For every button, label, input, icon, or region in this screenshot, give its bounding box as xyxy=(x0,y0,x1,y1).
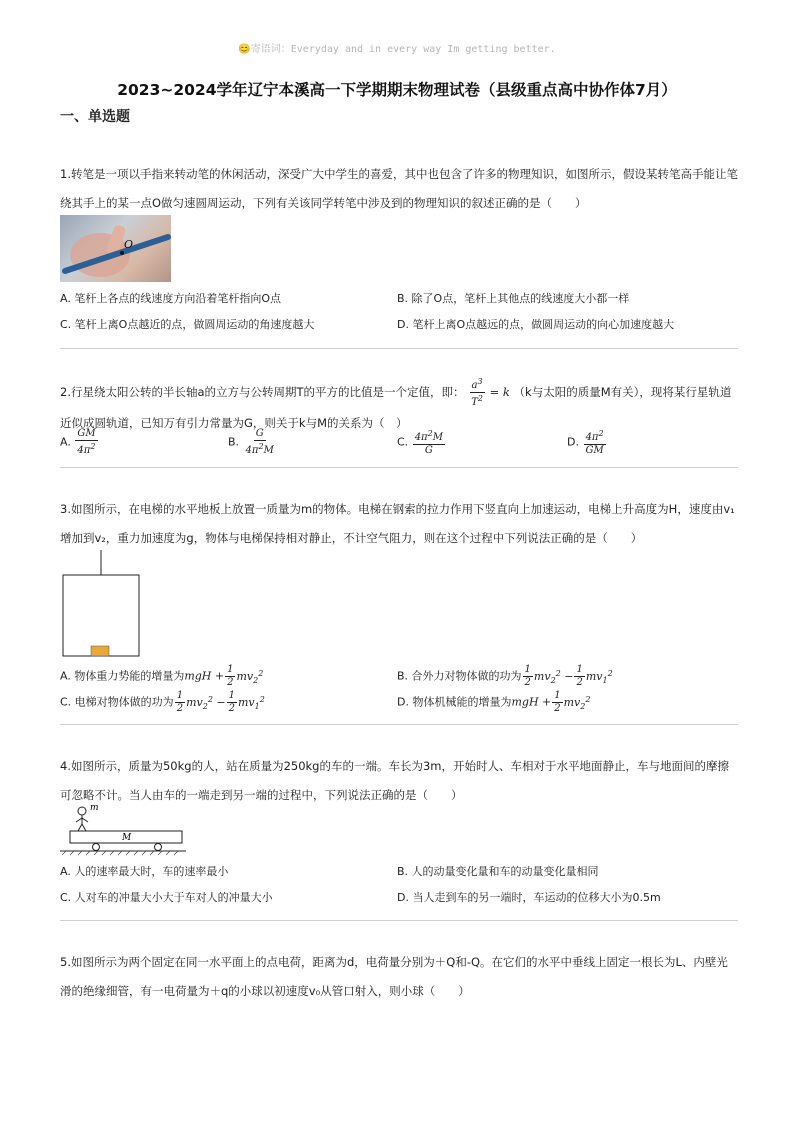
q2-option-d[interactable]: D. $\frac{4\pi^2}{GM}$ xyxy=(567,429,604,456)
q1-option-b[interactable]: B. 除了O点，笔杆上其他点的线速度大小都一样 xyxy=(397,292,630,305)
point-o-label: O xyxy=(124,238,134,251)
elevator-diagram xyxy=(60,550,142,658)
pen-spinning-photo xyxy=(60,215,171,282)
question-3-stem: 3.如图所示，在电梯的水平地板上放置一质量为m的物体。电梯在钢索的拉力作用下竖直向上加速运动，电梯上升高度为H，速度由v₁增加到v₂，重力加速度为g，物体与电梯保持相对静止，不计空气阻力，则在这个过程中下列说法正确的是（ ） xyxy=(60,502,735,545)
question-1-stem: 1.转笔是一项以手指来转动笔的休闲活动，深受广大中学生的喜爱，其中也包含了许多的物理知识，如图所示，假设某转笔高手能让笔绕其手上的某一点O做匀速圆周运动，下列有关该同学转笔中涉及到的物理知识的叙述正确的是（ ） xyxy=(60,167,738,210)
q1-option-c[interactable]: C. 笔杆上离O点越近的点，做圆周运动的角速度越大 xyxy=(60,318,315,331)
formula-a3-over-t2: $\frac{a^3}{T^2}$ xyxy=(471,377,483,408)
q4-option-c[interactable]: C. 人对车的冲量大小大于车对人的冲量大小 xyxy=(60,891,273,904)
question-5 xyxy=(60,948,738,1006)
separator xyxy=(60,467,738,468)
q4-option-b[interactable]: B. 人的动量变化量和车的动量变化量相同 xyxy=(397,865,599,878)
question-3 xyxy=(60,495,738,553)
q1-option-d[interactable]: D. 笔杆上离O点越远的点，做圆周运动的向心加速度越大 xyxy=(397,318,675,331)
q2-option-c[interactable]: C. $\frac{4\pi^2M}{G}$ xyxy=(397,429,443,456)
separator xyxy=(60,348,738,349)
q3-option-c[interactable]: C. 电梯对物体做的功为 $\frac{1}{2}$ $mv_2^2$ − $\frac{1}{2}$ $mv_1^2$ xyxy=(60,690,265,714)
page-title: 2023~2024学年辽宁本溪高一下学期期末物理试卷（县级重点高中协作体7月） xyxy=(117,81,677,99)
separator xyxy=(60,724,738,725)
question-1 xyxy=(60,160,738,218)
question-4 xyxy=(60,752,738,810)
q3-option-d[interactable]: D. 物体机械能的增量为mgH + $\frac{1}{2}$ $mv_2^2$ xyxy=(397,690,591,714)
question-2: 2.行星绕太阳公转的半长轴a的立方与公转周期T的平方的比值是一个定值，即： $\frac{a^3}{T^2}$ = k （k与太阳的质量M有关），现将某行星轨道近似成圆轨道，已知万有引力常量为G，则关于k与M的关系为（ ） xyxy=(60,377,732,430)
question-2-stem-a: 2.行星绕太阳公转的半长轴a的立方与公转周期T的平方的比值是一个定值，即： xyxy=(60,385,465,399)
q3-option-a[interactable]: A. 物体重力势能的增量为mgH + $\frac{1}{2}$ $mv_2^2$ xyxy=(60,664,264,688)
motto-text: 😊寄语词：Everyday and in every way Im getting better. xyxy=(238,44,556,55)
object-box xyxy=(91,646,109,656)
label-m: m xyxy=(90,803,99,813)
q2-option-b[interactable]: B. $\frac{G}{4\pi^2M}$ xyxy=(228,428,274,456)
separator xyxy=(60,920,738,921)
person-cart-diagram xyxy=(60,803,186,855)
q1-option-a[interactable]: A. 笔杆上各点的线速度方向沿着笔杆指向O点 xyxy=(60,292,281,305)
question-2-stem-b: （k与太阳的质量M有关），现将某行星轨道近似成圆轨道，已知万有引力常量为G，则关于k与M的关系为（ ） xyxy=(60,385,732,430)
question-5-stem: 5.如图所示为两个固定在同一水平面上的点电荷，距离为d，电荷量分别为＋Q和-Q。在它们的水平中垂线上固定一根长为L、内壁光滑的绝缘细管，有一电荷量为＋q的小球以初速度v₀从管口射入，则小球（ ） xyxy=(60,955,728,998)
section-heading: 一、单选题 xyxy=(60,109,130,125)
question-4-stem: 4.如图所示，质量为50kg的人，站在质量为250kg的车的一端。车长为3m，开始时人、车相对于水平地面静止，车与地面间的摩擦可忽略不计。当人由车的一端走到另一端的过程中，下列说法正确的是（ ） xyxy=(60,759,729,802)
q2-option-a[interactable]: A. $\frac{GM}{4\pi^2}$ xyxy=(60,428,96,456)
q3-option-b[interactable]: B. 合外力对物体做的功为 $\frac{1}{2}$ $mv_2^2$ − $\frac{1}{2}$ $mv_1^2$ xyxy=(397,664,613,688)
label-M: M xyxy=(122,833,132,843)
q4-option-d[interactable]: D. 当人走到车的另一端时，车运动的位移大小为0.5m xyxy=(397,891,661,904)
q4-option-a[interactable]: A. 人的速率最大时，车的速率最小 xyxy=(60,865,229,878)
